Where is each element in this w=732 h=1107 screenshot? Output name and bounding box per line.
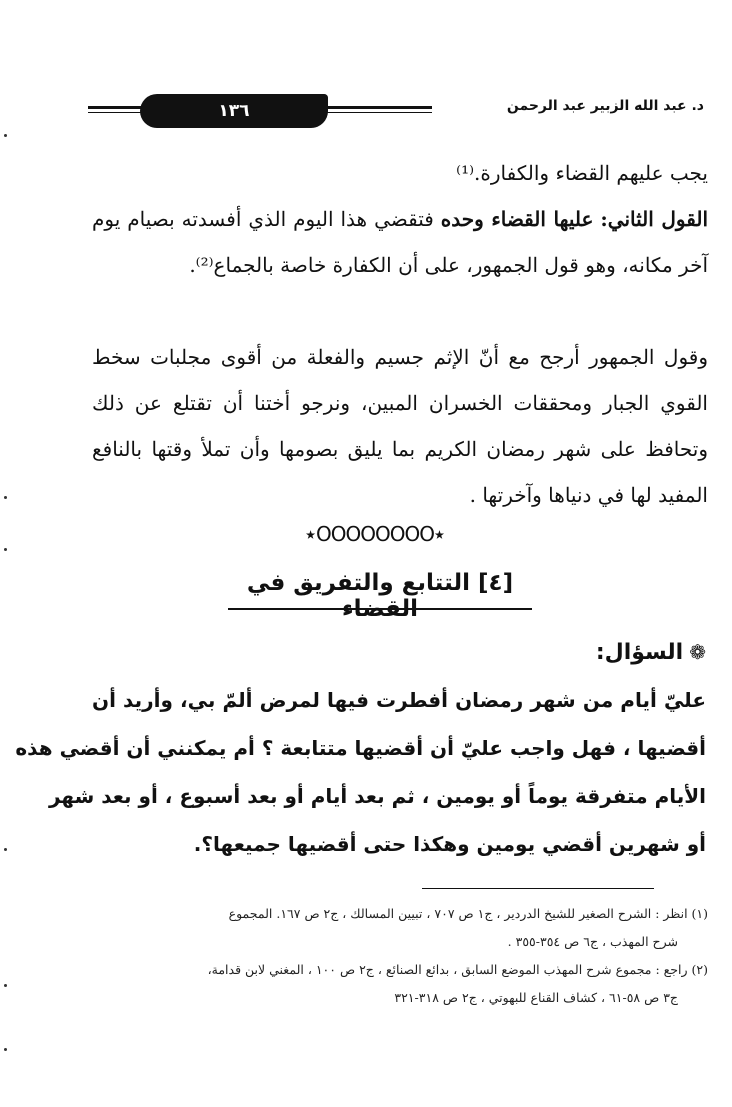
section-title-underline [228,608,532,610]
running-head-author: د. عبد الله الزبير عبد الرحمن [506,98,704,114]
question-label-text: السؤال: [595,640,684,665]
scan-mark [4,496,7,499]
question-line: أقضيها ، فهل واجب عليّ أن أقضيها متتابعة ؟ أم يمكنني أن أقضي هذه [15,736,706,760]
scan-mark [4,548,7,551]
page-number: ١٣٦ [140,94,328,128]
scan-mark [4,848,7,851]
footnote-line: شرح المهذب ، ج٦ ص ٣٥٤-٣٥٥ . [507,934,678,949]
question-line: أو شهرين أقضي يومين وهكذا حتى أقضيها جميعها؟. [193,832,706,856]
paragraph-2-text: فتقضي هذا اليوم الذي أفسدته بصيام يوم آخر مكانه، وهو قول الجمهور، على أن الكفارة خاصة بالجماع⁽²⁾. [92,207,708,277]
question-line: عليّ أيام من شهر رمضان أفطرت فيها لمرض ألمّ بي، وأريد أن [92,688,706,712]
header-rule-right [320,106,432,113]
ornament-divider: ٭OOOOOOOO٭ [305,522,445,546]
paragraph-2 [92,196,708,288]
second-opinion-phrase: عليها القضاء وحده [440,207,594,231]
footnotes [96,900,708,1012]
flower-ornament-icon: ❁ [689,640,706,664]
second-opinion-label: القول الثاني: [600,207,709,231]
body-line-1: يجب عليهم القضاء والكفارة.⁽¹⁾ [456,161,708,185]
footnote-separator [422,888,654,889]
page-header [88,92,706,132]
scan-mark [4,1048,7,1051]
question-text [15,676,706,868]
question-line: الأيام متفرقة يوماً أو يومين ، ثم بعد أيام أو بعد أسبوع ، أو بعد شهر [48,784,706,808]
footnote-line: (٢) راجع : مجموع شرح المهذب الموضع السابق ، بدائع الصنائع ، ج٢ ص ١٠٠ ، المغني لابن قدامة، [207,962,708,977]
scan-mark [4,984,7,987]
section-title-text: [٤] التتابع والتفريق في القضاء [246,570,514,622]
footnote-line: (١) انظر : الشرح الصغير للشيخ الدردير ، ج١ ص ٧٠٧ ، تبيين المسالك ، ج٢ ص ١٦٧. المجموع [228,906,708,921]
scan-mark [4,134,7,137]
question-label [430,640,706,665]
footnote-line: ج٣ ص ٥٨-٦١ ، كشاف القناع للبهوتي ، ج٢ ص ٣١٨-٣٢١ [394,990,678,1005]
section-title [220,570,540,622]
paragraph-3: وقول الجمهور أرجح مع أنّ الإثم جسيم والفعلة من أقوى مجلبات سخط القوي الجبار ومحققات الخسران المبين، ونرجو أختنا أن تقتلع عن ذلك وتحافظ على شهر رمضان الكريم بما يليق بصومها وأن تملأ وقتها بالنافع المفيد لها في دنياها وآخرتها . [92,345,708,507]
